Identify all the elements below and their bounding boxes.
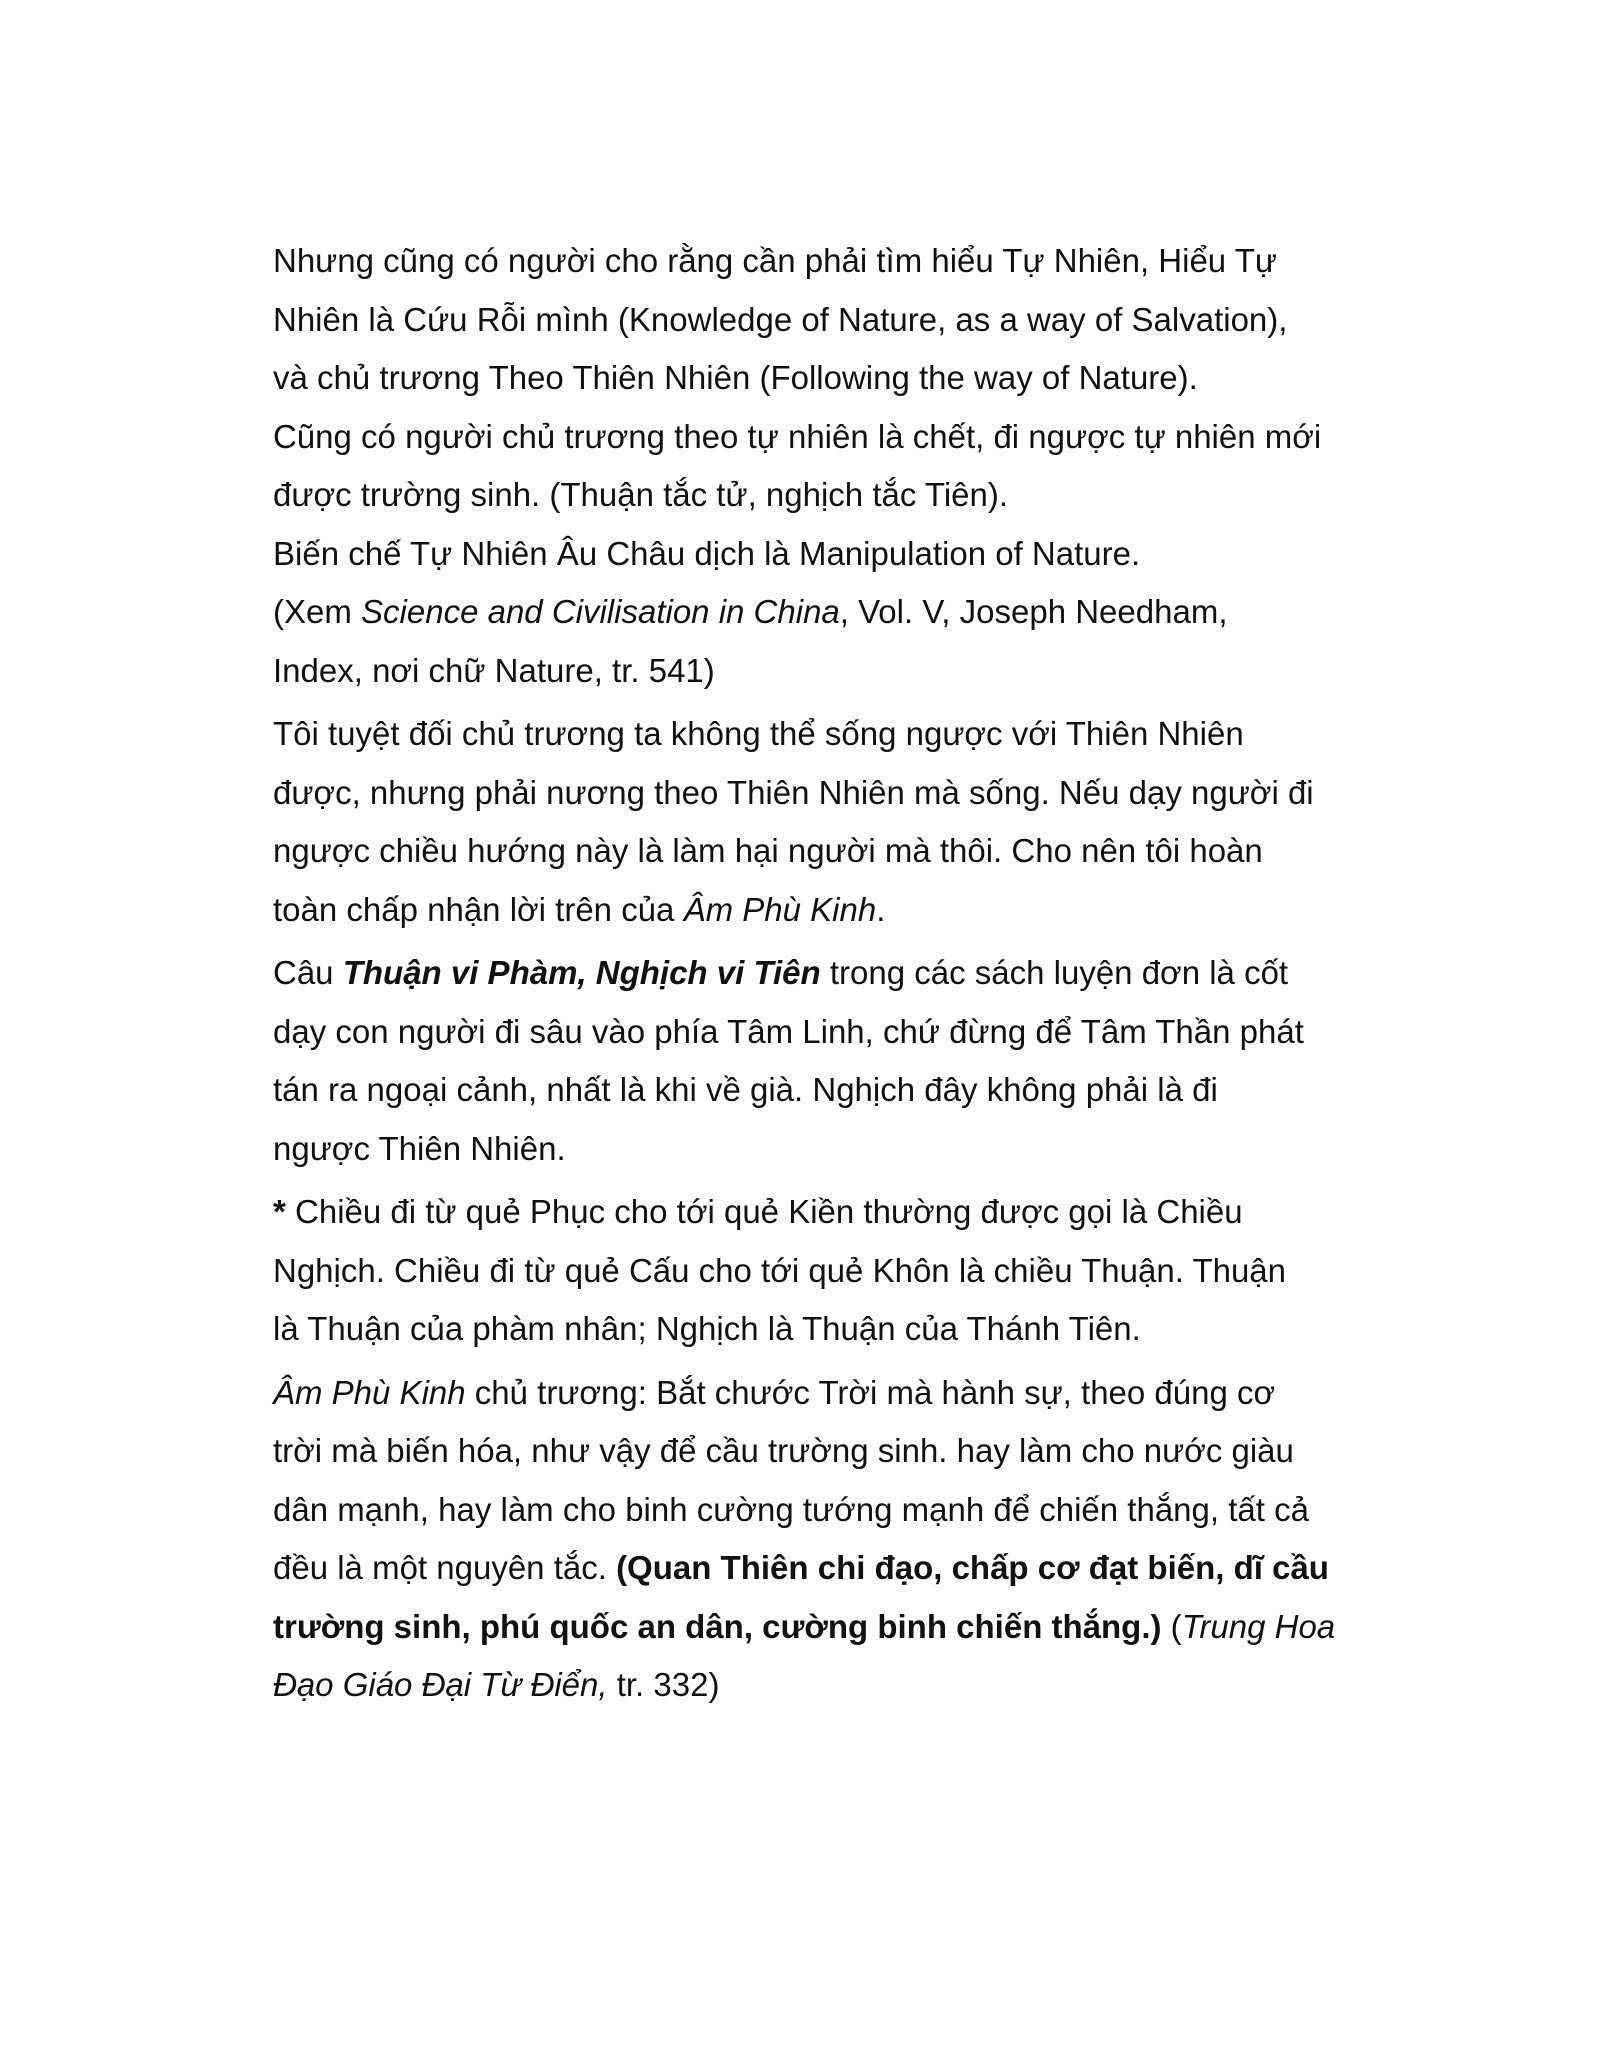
text-span: trong các sách luyện đơn là cốt — [820, 954, 1289, 991]
key-phrase: Thuận vi Phàm, Nghịch vi Tiên — [342, 954, 821, 991]
book-title: Đạo Giáo Đại Từ Điển, — [273, 1666, 608, 1703]
text-line: Tôi tuyệt đối chủ trương ta không thể sống ngược với Thiên Nhiên — [273, 715, 1244, 752]
paragraph-4 — [273, 705, 1353, 939]
text-span: Chiều đi từ quẻ Phục cho tới quẻ Kiền thường được gọi là Chiều — [285, 1193, 1243, 1230]
text-line: là Thuận của phàm nhân; Nghịch là Thuận của Thánh Tiên. — [273, 1310, 1141, 1347]
text-line — [273, 1539, 1353, 1598]
text-line: Nghịch. Chiều đi từ quẻ Cấu cho tới quẻ Khôn là chiều Thuận. Thuận — [273, 1251, 1287, 1289]
text-span: ( — [1161, 1607, 1182, 1645]
book-title: Trung Hoa — [1181, 1607, 1336, 1645]
text-span: tr. 332) — [607, 1666, 720, 1703]
text-span: chủ trương: Bắt chước Trời mà hành sự, theo đúng cơ — [465, 1373, 1276, 1411]
text-line — [273, 1656, 1353, 1715]
text-line: Nhiên là Cứu Rỗi mình (Knowledge of Nature, as a way of Salvation), — [273, 300, 1288, 338]
text-span: , Vol. V, Joseph Needham, — [839, 593, 1228, 630]
text-line — [273, 1598, 1353, 1657]
text-line: được trường sinh. (Thuận tắc tử, nghịch tắc Tiên). — [273, 476, 1009, 513]
text-span: Câu — [273, 954, 343, 991]
quote-bold: trường sinh, phú quốc an dân, cường binh chiến thắng.) — [273, 1607, 1162, 1645]
asterisk-marker: * — [273, 1193, 286, 1230]
paragraph-1 — [273, 232, 1353, 408]
text-line: tán ra ngoại cảnh, nhất là khi về già. Nghịch đây không phải là đi — [273, 1071, 1218, 1108]
paragraph-5 — [273, 944, 1353, 1178]
text-span: đều là một nguyên tắc. — [273, 1549, 617, 1586]
text-line — [273, 944, 1353, 1003]
paragraph-7 — [273, 1364, 1353, 1715]
text-line: Index, nơi chữ Nature, tr. 541) — [273, 651, 715, 689]
text-line: dân mạnh, hay làm cho binh cường tướng mạnh để chiến thắng, tất cả — [273, 1490, 1309, 1528]
book-title: Âm Phù Kinh — [273, 1373, 466, 1411]
text-line: Nhưng cũng có người cho rằng cần phải tìm hiểu Tự Nhiên, Hiểu Tự — [273, 242, 1277, 279]
text-line: được, nhưng phải nương theo Thiên Nhiên mà sống. Nếu dạy người đi — [273, 773, 1314, 811]
text-line: dạy con người đi sâu vào phía Tâm Linh, chứ đừng để Tâm Thần phát — [273, 1012, 1304, 1050]
text-line: trời mà biến hóa, như vậy để cầu trường sinh. hay làm cho nước giàu — [273, 1432, 1294, 1469]
text-line — [273, 1183, 1353, 1242]
book-title: Science and Civilisation in China — [361, 593, 840, 630]
text-line: ngược Thiên Nhiên. — [273, 1129, 566, 1167]
text-line: và chủ trương Theo Thiên Nhiên (Following the way of Nature). — [273, 359, 1198, 396]
paragraph-6 — [273, 1183, 1353, 1359]
paragraph-3 — [273, 525, 1353, 701]
book-title: Âm Phù Kinh — [683, 890, 877, 928]
document-body — [273, 232, 1353, 1715]
quote-bold: (Quan Thiên chi đạo, chấp cơ đạt biến, dĩ cầu — [616, 1549, 1329, 1586]
text-line: ngược chiều hướng này là làm hại người mà thôi. Cho nên tôi hoàn — [273, 832, 1263, 869]
text-line: Biến chế Tự Nhiên Âu Châu dịch là Manipulation of Nature. — [273, 534, 1141, 572]
paragraph-2 — [273, 408, 1353, 525]
text-line — [273, 881, 1353, 940]
text-span: . — [876, 890, 886, 928]
text-line — [273, 583, 1353, 642]
text-span: toàn chấp nhận lời trên của — [273, 890, 684, 928]
text-span: (Xem — [273, 593, 362, 630]
text-line: Cũng có người chủ trương theo tự nhiên là chết, đi ngược tự nhiên mới — [273, 417, 1322, 455]
text-line — [273, 1364, 1353, 1423]
